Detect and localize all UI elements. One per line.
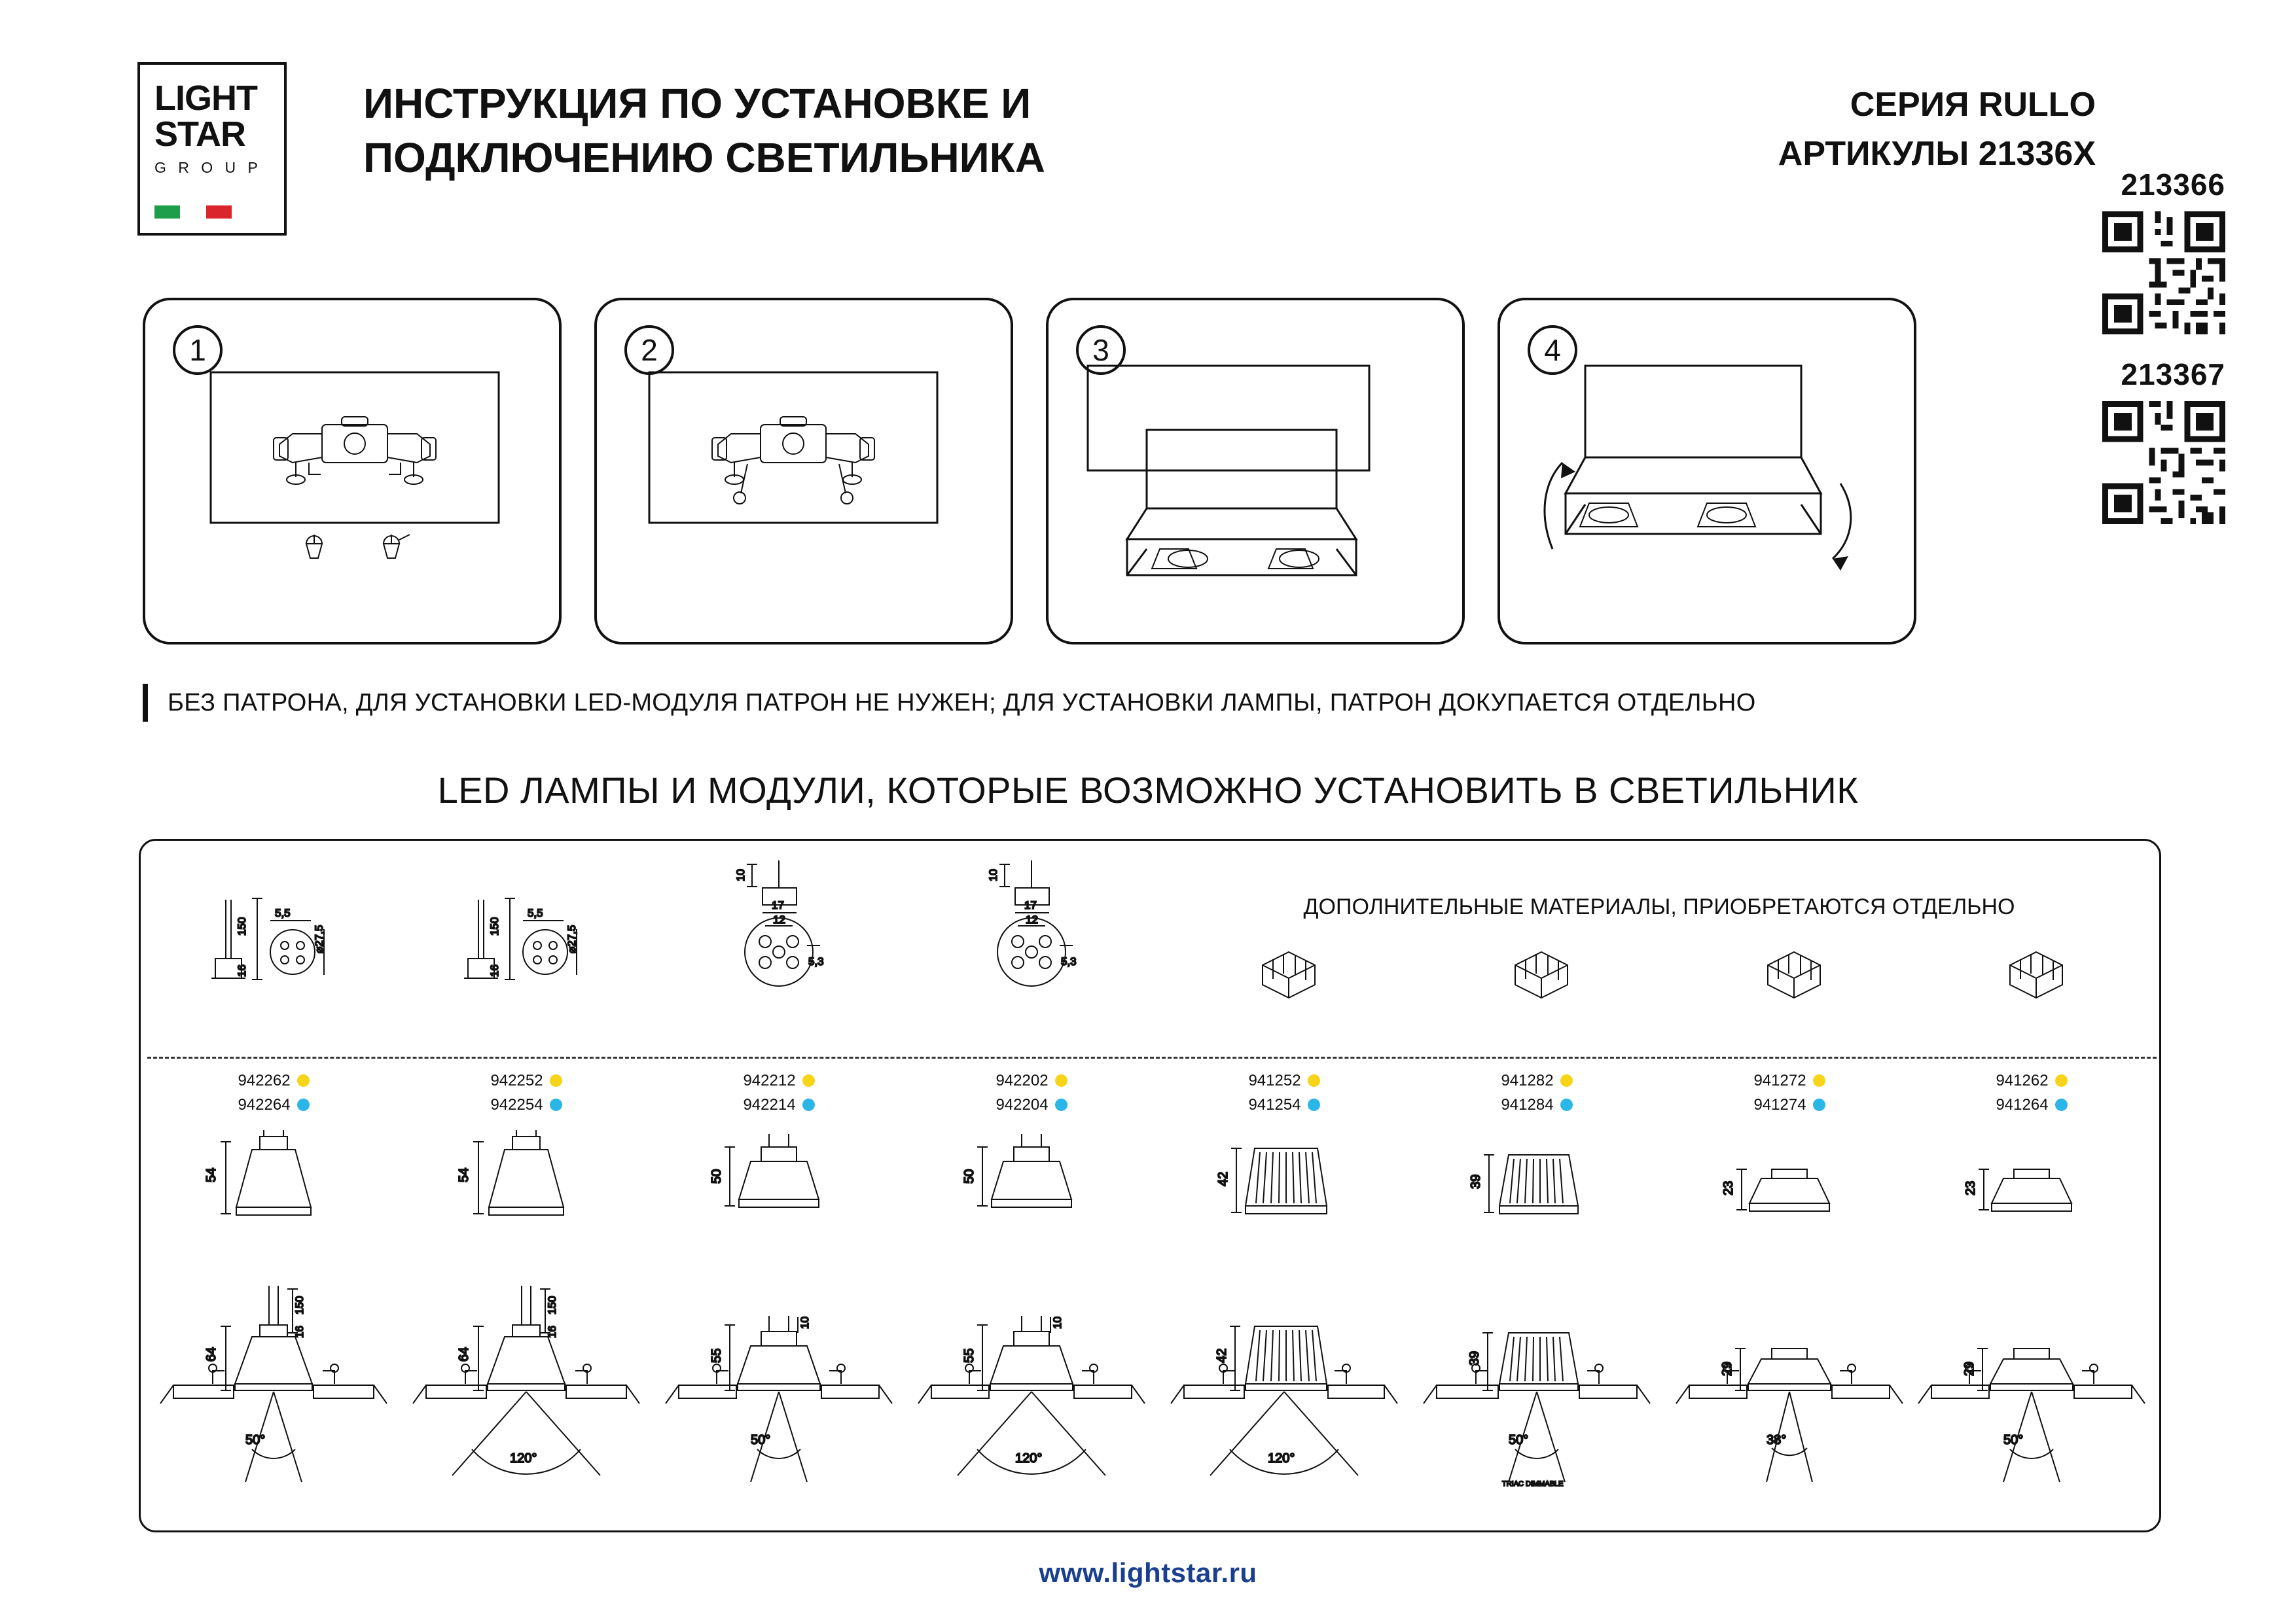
svg-text:16: 16	[236, 964, 248, 977]
lamp-6-code-row-1	[1410, 1068, 1663, 1093]
lamp-6-installed-drawing	[1410, 1286, 1663, 1528]
svg-text:16: 16	[293, 1326, 306, 1338]
installation-steps	[143, 298, 1746, 651]
lamp-5-code-row-2	[1158, 1093, 1410, 1117]
lamp-2-code-row-1	[400, 1068, 653, 1093]
svg-text:16: 16	[546, 1326, 558, 1338]
page-title: ИНСТРУКЦИЯ ПО УСТАНОВКЕ И ПОДКЛЮЧЕНИЮ СВЕТИЛЬНИКА	[363, 80, 1045, 182]
lamp-2-lamp-drawing	[400, 1122, 653, 1286]
note-accent-bar	[143, 684, 148, 722]
logo-subtitle: G R O U P	[154, 159, 262, 177]
qr-code-icon-213366	[2102, 211, 2225, 334]
lamp-5-codes	[1158, 1068, 1410, 1117]
logo-line-1: LIGHT	[154, 79, 257, 118]
lamp-1-code-1: 942262	[238, 1072, 291, 1089]
color-dot-cool-icon	[802, 1099, 815, 1111]
svg-text:10: 10	[734, 869, 747, 881]
lamp-3-code-row-1	[653, 1068, 905, 1093]
lamp-4-code-row-2	[905, 1093, 1158, 1117]
step-3-number: 3	[1076, 325, 1126, 375]
lamp-6-code-row-2	[1410, 1093, 1663, 1117]
lamp-3-installed-drawing	[653, 1286, 905, 1528]
color-dot-warm-icon	[1813, 1074, 1825, 1087]
color-dot-cool-icon	[1055, 1099, 1067, 1111]
lamp-4-socket-drawing	[905, 860, 1158, 1044]
lamp-7-module-drawing	[1663, 1122, 1916, 1286]
extra-material-4-icon	[1905, 860, 2158, 1044]
svg-text:42: 42	[1216, 1171, 1230, 1186]
svg-text:5,5: 5,5	[275, 907, 291, 919]
italy-flag-icon	[154, 205, 232, 219]
svg-text:⌀27,5: ⌀27,5	[313, 925, 325, 953]
lamp-column-1	[147, 841, 400, 1530]
color-dot-warm-icon	[1308, 1074, 1320, 1087]
step-4	[1498, 298, 1916, 644]
lamp-4-installed-drawing	[905, 1286, 1158, 1528]
svg-text:10: 10	[987, 869, 999, 881]
lamp-3-lamp-drawing	[653, 1122, 905, 1286]
color-dot-warm-icon	[297, 1074, 310, 1087]
extra-material-3-icon	[1663, 860, 1916, 1044]
lamp-7-codes	[1663, 1068, 1916, 1117]
lamp-7-code-row-1	[1663, 1068, 1916, 1093]
lamp-column-4	[905, 841, 1158, 1530]
lamp-1-code-row-2	[147, 1093, 400, 1117]
lamp-2-code-1: 942252	[490, 1072, 543, 1089]
lamp-column-7	[1663, 841, 1916, 1530]
lamp-8-module-drawing	[1905, 1122, 2158, 1286]
lamp-4-codes	[905, 1068, 1158, 1117]
lamp-column-8	[1905, 841, 2158, 1530]
color-dot-cool-icon	[1560, 1099, 1573, 1111]
svg-text:55: 55	[962, 1348, 977, 1363]
lamp-4-code-2: 942204	[996, 1096, 1049, 1114]
lamp-8-code-row-1	[1905, 1068, 2158, 1093]
socket-note	[143, 684, 2159, 722]
lamp-1-code-row-1	[147, 1068, 400, 1093]
svg-text:64: 64	[204, 1347, 219, 1362]
color-dot-warm-icon	[802, 1074, 815, 1087]
qr-label-213367: 213367	[2121, 357, 2225, 391]
svg-text:55: 55	[709, 1348, 724, 1363]
lamp-5-code-row-1	[1158, 1068, 1410, 1093]
svg-text:23: 23	[1964, 1180, 1978, 1195]
lamp-7-code-row-2	[1663, 1093, 1916, 1117]
svg-text:120°: 120°	[510, 1451, 537, 1466]
svg-text:42: 42	[1215, 1348, 1229, 1363]
svg-text:23: 23	[1721, 1180, 1736, 1195]
brand-logo	[137, 62, 287, 236]
lamp-1-codes	[147, 1068, 400, 1117]
lamp-2-installed-drawing	[400, 1286, 653, 1528]
qr-label-213366: 213366	[2121, 168, 2225, 202]
lamp-column-3	[653, 841, 905, 1530]
svg-text:120°: 120°	[1015, 1451, 1043, 1466]
svg-text:50°: 50°	[751, 1433, 771, 1447]
svg-text:54: 54	[457, 1167, 471, 1182]
lamp-5-code-1: 941252	[1248, 1072, 1301, 1089]
svg-text:38°: 38°	[1767, 1433, 1787, 1447]
lamp-4-code-row-1	[905, 1068, 1158, 1093]
color-dot-cool-icon	[550, 1099, 562, 1111]
series-block	[1778, 80, 2096, 179]
svg-text:10: 10	[1051, 1316, 1064, 1329]
triac-dimmable-note: TRIAC DIMMABLE	[1502, 1480, 1564, 1488]
svg-text:64: 64	[457, 1347, 471, 1362]
lamp-1-lamp-drawing	[147, 1122, 400, 1286]
lamp-2-socket-drawing	[400, 860, 653, 1044]
svg-text:12: 12	[1026, 913, 1038, 926]
color-dot-cool-icon	[297, 1099, 310, 1111]
series-label: СЕРИЯ RULLO	[1850, 86, 2096, 124]
svg-text:5,3: 5,3	[1061, 955, 1077, 968]
lamp-6-module-drawing	[1410, 1122, 1663, 1286]
lamp-2-code-row-2	[400, 1093, 653, 1117]
lamp-column-6	[1410, 841, 1663, 1530]
footer-url[interactable]: www.lightstar.ru	[1039, 1557, 1257, 1588]
svg-text:50: 50	[709, 1169, 724, 1184]
lamp-4-code-1: 942202	[996, 1072, 1049, 1089]
lamp-column-5	[1158, 841, 1410, 1530]
step-4-number: 4	[1528, 325, 1577, 375]
step-2-number: 2	[624, 325, 674, 375]
lamp-2-codes	[400, 1068, 653, 1117]
lamp-8-code-1: 941262	[1996, 1072, 2049, 1089]
svg-text:150: 150	[236, 917, 248, 936]
lamp-6-code-2: 941284	[1501, 1096, 1554, 1114]
lamp-3-socket-drawing	[653, 860, 905, 1044]
step-3-illustration	[1049, 353, 1462, 641]
color-dot-warm-icon	[2055, 1074, 2068, 1087]
lamp-3-codes	[653, 1068, 905, 1117]
svg-text:29: 29	[1720, 1361, 1734, 1376]
color-dot-warm-icon	[1560, 1074, 1573, 1087]
step-2-illustration	[597, 353, 1011, 641]
lamp-1-code-2: 942264	[238, 1096, 291, 1114]
svg-text:10: 10	[798, 1316, 811, 1329]
svg-text:50°: 50°	[245, 1433, 266, 1447]
extra-material-2-icon	[1410, 860, 1663, 1044]
lamp-1-installed-drawing	[147, 1286, 400, 1528]
svg-text:5,3: 5,3	[808, 955, 824, 968]
color-dot-warm-icon	[1055, 1074, 1067, 1087]
svg-text:5,5: 5,5	[528, 907, 543, 919]
svg-text:29: 29	[1962, 1361, 1977, 1376]
lamp-5-installed-drawing	[1158, 1286, 1410, 1528]
lamp-compatibility-panel	[139, 839, 2161, 1532]
lamp-8-installed-drawing	[1905, 1286, 2158, 1528]
svg-text:17: 17	[772, 899, 784, 911]
svg-text:150: 150	[546, 1296, 558, 1315]
lamp-8-code-row-2	[1905, 1093, 2158, 1117]
lamp-3-code-1: 942212	[743, 1072, 796, 1089]
lamp-6-codes	[1410, 1068, 1663, 1117]
step-1-number: 1	[173, 325, 223, 375]
color-dot-cool-icon	[1308, 1099, 1320, 1111]
svg-text:50°: 50°	[2003, 1433, 2024, 1447]
lamp-5-module-drawing	[1158, 1122, 1410, 1286]
color-dot-cool-icon	[1813, 1099, 1825, 1111]
svg-text:50: 50	[962, 1169, 977, 1184]
svg-text:17: 17	[1024, 899, 1037, 911]
color-dot-warm-icon	[550, 1074, 562, 1087]
svg-text:120°: 120°	[1268, 1451, 1295, 1466]
lamp-4-lamp-drawing	[905, 1122, 1158, 1286]
extra-materials-note: ДОПОЛНИТЕЛЬНЫЕ МАТЕРИАЛЫ, ПРИОБРЕТАЮТСЯ ОТДЕЛЬНО	[1303, 894, 2015, 919]
lamp-5-code-2: 941254	[1248, 1096, 1301, 1114]
lamp-7-code-2: 941274	[1753, 1096, 1806, 1114]
lamp-1-socket-drawing	[147, 860, 400, 1044]
step-1	[143, 298, 562, 644]
step-4-illustration	[1500, 353, 1914, 641]
svg-text:150: 150	[293, 1296, 306, 1315]
extra-material-1-icon	[1158, 860, 1410, 1044]
step-1-illustration	[145, 353, 559, 641]
step-2	[594, 298, 1013, 644]
lamps-section-title: LED ЛАМПЫ И МОДУЛИ, КОТОРЫЕ ВОЗМОЖНО УСТАНОВИТЬ В СВЕТИЛЬНИК	[437, 769, 1859, 811]
logo-line-2: STAR	[154, 115, 245, 154]
lamp-6-code-1: 941282	[1501, 1072, 1554, 1089]
step-3	[1046, 298, 1465, 644]
note-text: БЕЗ ПАТРОНА, ДЛЯ УСТАНОВКИ LED-МОДУЛЯ ПАТРОН НЕ НУЖЕН; ДЛЯ УСТАНОВКИ ЛАМПЫ, ПАТРОН ДОКУПАЕТСЯ ОТДЕЛЬНО	[168, 689, 1756, 716]
color-dot-cool-icon	[2055, 1099, 2068, 1111]
lamp-2-code-2: 942254	[490, 1096, 543, 1114]
svg-text:16: 16	[488, 964, 501, 977]
lamp-8-codes	[1905, 1068, 2158, 1117]
qr-code-icon-213367	[2102, 401, 2225, 524]
lamp-3-code-row-2	[653, 1093, 905, 1117]
lamp-7-installed-drawing	[1663, 1286, 1916, 1528]
svg-text:150: 150	[488, 917, 501, 936]
svg-text:50°: 50°	[1509, 1433, 1529, 1447]
qr-codes	[2009, 167, 2225, 546]
svg-text:⌀27,5: ⌀27,5	[565, 925, 578, 953]
articles-label: АРТИКУЛЫ 21336X	[1778, 135, 2096, 173]
lamp-3-code-2: 942214	[743, 1096, 796, 1114]
svg-text:12: 12	[773, 913, 785, 926]
lamp-column-2	[400, 841, 653, 1530]
lamp-7-code-1: 941272	[1753, 1072, 1806, 1089]
lamp-8-code-2: 941264	[1996, 1096, 2049, 1114]
svg-text:39: 39	[1469, 1174, 1483, 1189]
svg-text:39: 39	[1467, 1350, 1482, 1366]
svg-text:54: 54	[204, 1167, 219, 1182]
header	[137, 62, 2166, 232]
